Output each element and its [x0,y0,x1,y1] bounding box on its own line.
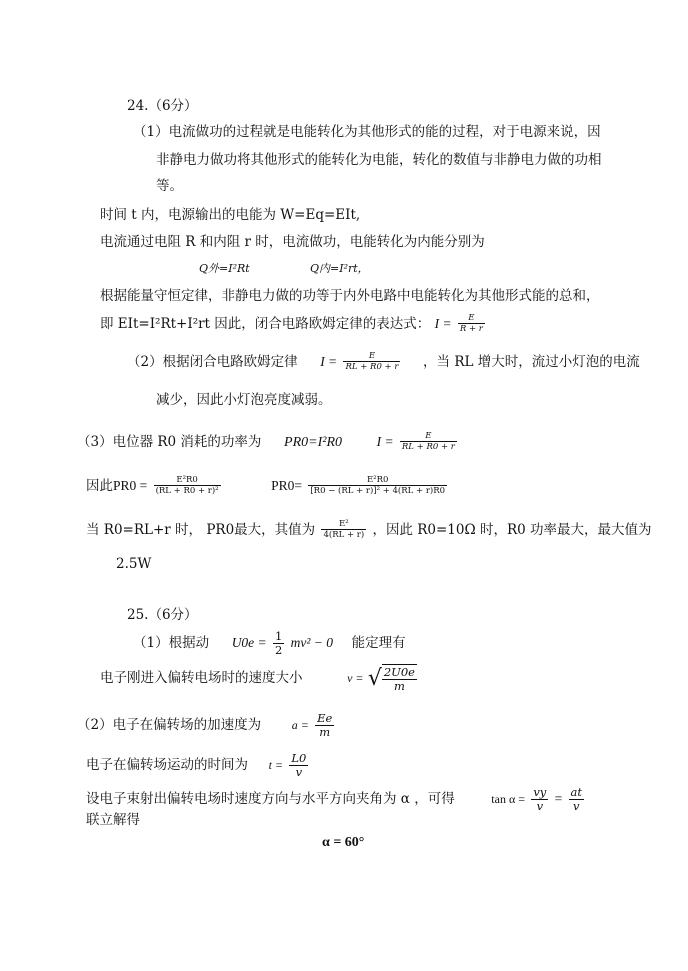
q24-p3-answer: 2.5W [116,556,152,572]
q25-result: α = 60° [322,835,365,850]
q24-p3-text: （3）电位器 R0 消耗的功率为 [77,433,262,450]
q25-speed-line [100,664,417,693]
q24-heading: 24.（6分） [127,98,198,114]
q25-tan-equals: = [554,791,563,807]
q25-solve-line: 联立解得 [86,812,140,828]
q24-equation-line [100,314,487,335]
q24-p3-power2: PR0= [271,477,303,493]
q25-tan-fraction1: $\frac{vy}{v}$ [533,785,547,813]
q24-ohm-fraction: $\frac{E}{R + r}$ [459,313,483,335]
q25-a-fraction: $\frac{Ee}{m}$ [317,711,333,739]
q24-p3-I: I = [376,433,394,449]
q25-p2-text: （2）电子在偏转场的加速度为 [77,717,262,734]
q24-q-outer: Q外=I²Rt [199,262,250,275]
q25-angle-text: 设电子束射出偏转电场时速度方向与水平方向夹角为 α ，可得 [86,791,455,808]
q25-time-text: 电子在偏转场运动的时间为 [86,757,248,774]
q25-p1-lhs: U0e = [231,635,267,651]
q24-p3-line1 [77,432,459,453]
q25-t-lhs: t = [268,758,284,773]
q24-p3-max-text2: ，因此 R0=10Ω 时，R0 功率最大，最大值为 [372,521,652,538]
q24-p2-I: I = [320,353,338,369]
q25-half-fraction: $\frac{1}{2}$ [274,629,283,657]
q24-p3-line2 [86,476,449,497]
q25-time-line [86,752,310,779]
q24-p3-max-fraction: $\frac{\text{E²}}{4(RL + r)}$ [323,519,365,541]
q24-p3-therefore: 因此PR0 = [86,477,148,493]
q24-p2-line2: 减少，因此小灯泡亮度减弱。 [156,392,332,408]
q24-p3-fraction2: $\frac{\text{E²R0}}{\text{(RL + R0 + r)²}}$ [155,475,219,497]
q25-p1-line [133,630,406,657]
q24-p3-line3 [86,520,652,541]
q24-eq-I: I = [434,315,452,331]
q25-p1-rhs: mv² − 0 [290,635,333,651]
q24-time-line: 时间 t 内，电源输出的电能为 W=Eq=EIt, [100,207,361,223]
q25-heading: 25.（6分） [127,607,198,623]
q24-p1-line2: 非静电力做功将其他形式的能转化为电能，转化的数值与非静电力做的功相 [156,152,602,168]
q24-p2-fraction: $\frac{E}{RL + R0 + r}$ [345,351,399,373]
q25-t-fraction: $\frac{L0}{v}$ [291,751,307,779]
q24-p3-fraction3: $\frac{\text{E²R0}}{\text{[R0 − (RL + r)]² + 4(RL + r)R0}}$ [310,475,446,497]
q25-v-lhs: v = [347,671,364,686]
q25-tan-lhs: tan α = [491,792,526,807]
q25-tan-fraction2: $\frac{at}{v}$ [570,785,583,813]
q24-p3-power: PR0=I²R0 [284,434,342,450]
q24-eq-text: 即 EIt=I²Rt+I²rt 因此，闭合电路欧姆定律的表达式： [100,315,431,332]
q24-current-line: 电流通过电阻 R 和内阻 r 时，电流做功，电能转化为内能分别为 [100,234,485,250]
q24-p1-line3: 等。 [156,178,183,194]
q25-speed-text: 电子刚进入偏转电场时的速度大小 [100,670,303,687]
q25-a-lhs: a = [291,718,309,733]
q25-angle-line [86,786,586,813]
q24-p1-line1: （1）电流做功的过程就是电能转化为其他形式的能的过程，对于电源来说，因 [133,124,601,140]
q24-q-inner: Q内=I²rt， [310,262,369,275]
q25-sqrt: √ $\frac{2U0e}{m}$ [367,665,415,693]
q24-p3-fraction: $\frac{E}{RL + R0 + r}$ [401,431,455,453]
q24-p2-line1 [127,352,640,373]
q25-p1-text2: 能定理有 [351,635,406,652]
q24-energy-line: 根据能量守恒定律，非静电力做的功等于内外电路中电能转化为其他形式能的总和， [100,288,600,304]
q24-p2-text: （2）根据闭合电路欧姆定律 [127,353,298,370]
q24-p2-text2: ，当 RL 增大时，流过小灯泡的电流 [423,353,640,370]
q24-p3-max-text: 当 R0=RL+r 时， PR0最大，其值为 [86,521,316,538]
q25-p1-text: （1）根据动 [133,635,210,652]
q25-p2-line [77,712,336,739]
